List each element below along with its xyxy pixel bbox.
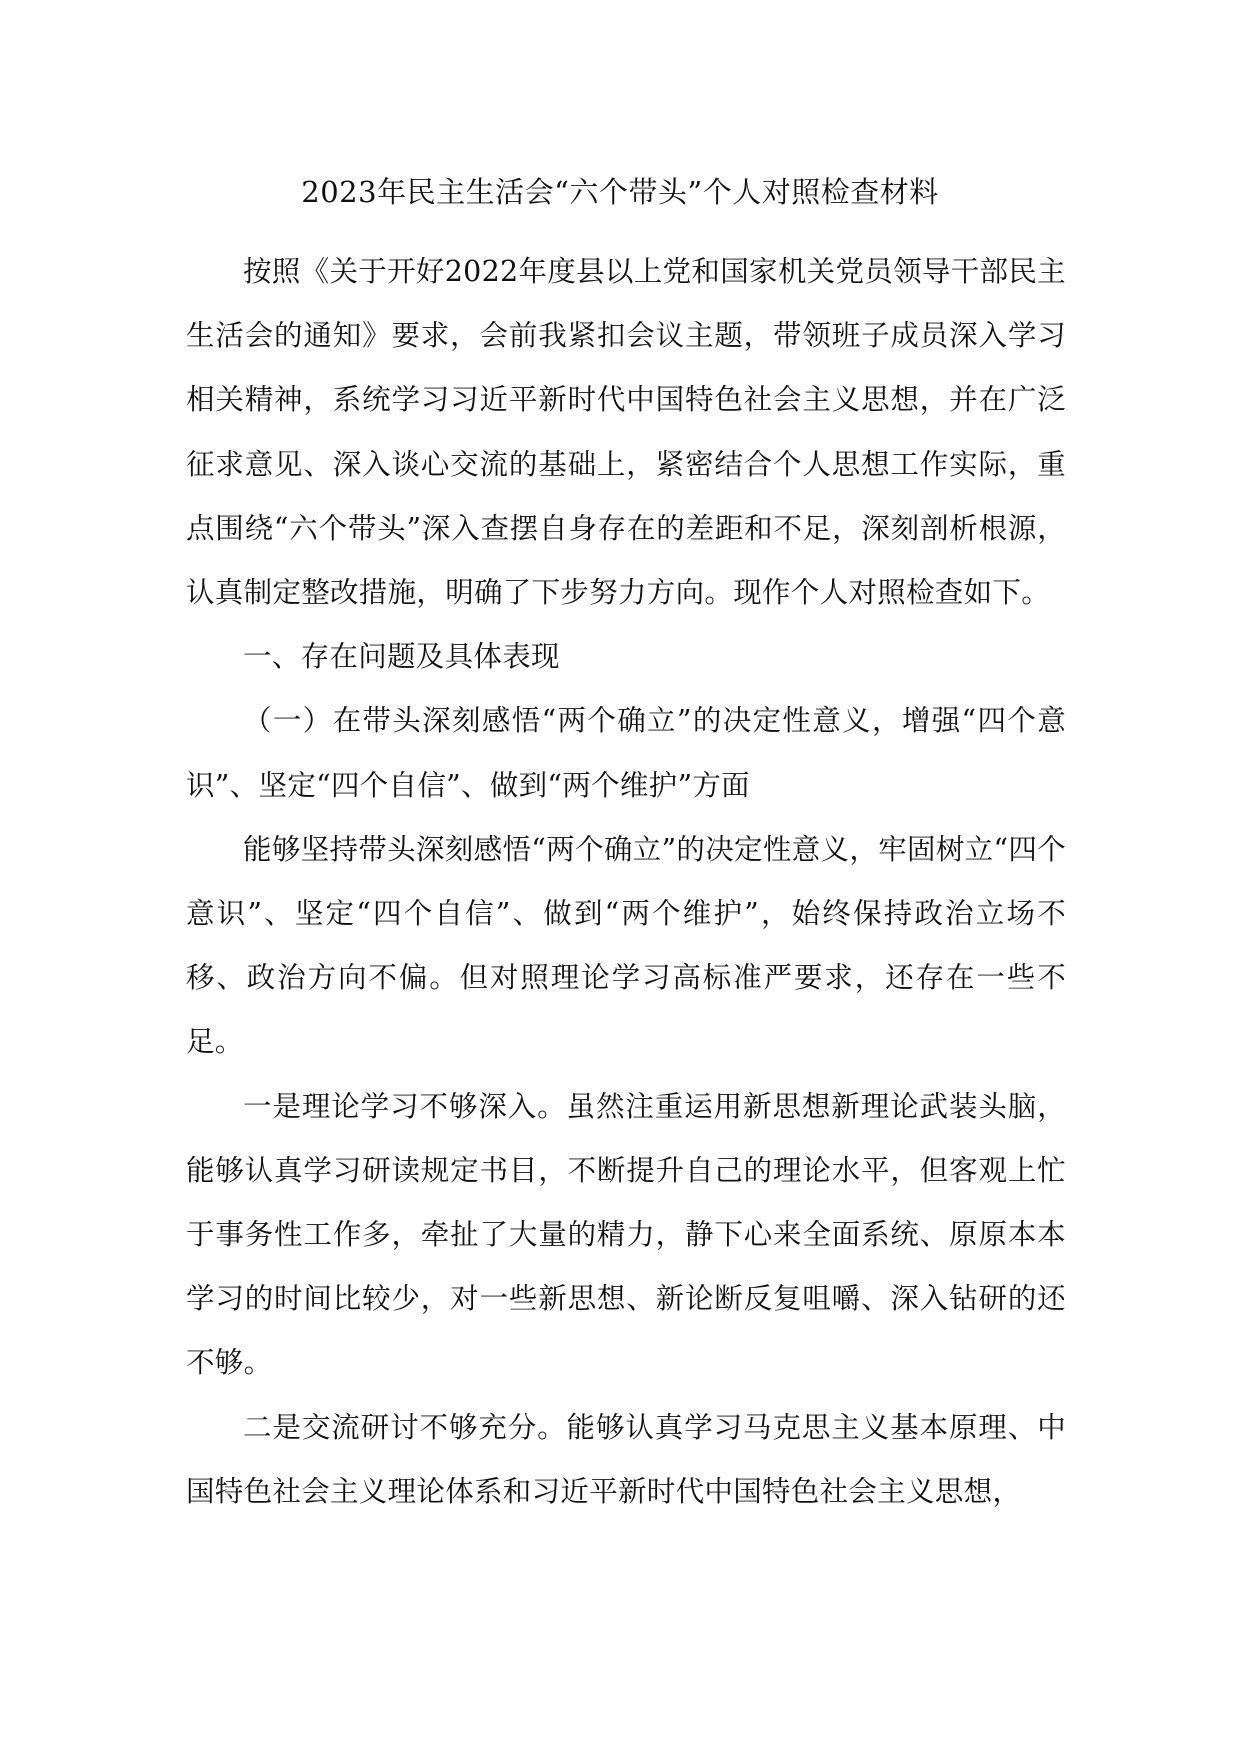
document-title: 2023年民主生活会“六个带头”个人对照检查材料 (301, 175, 939, 209)
document-body (186, 240, 1066, 1524)
body-paragraph: 二是交流研讨不够充分。能够认真学习马克思主义基本原理、中国特色社会主义理论体系和习近平新时代中国特色社会主义思想， (186, 1410, 1066, 1508)
intro-paragraph: 按照《关于开好2022年度县以上党和国家机关党员领导干部民主生活会的通知》要求，会前我紧扣会议主题，带领班子成员深入学习相关精神，系统学习习近平新时代中国特色社会主义思想，并在广泛征求意见、深入谈心交流的基础上，紧密结合个人思想工作实际，重点围绕“六个带头”深入查摆自身存在的差距和不足，深刻剖析根源，认真制定整改措施，明确了下步努力方向。现作个人对照检查如下。 (186, 255, 1066, 610)
body-paragraph: 能够坚持带头深刻感悟“两个确立”的决定性意义，牢固树立“四个意识”、坚定“四个自信”、做到“两个维护”，始终保持政治立场不移、政治方向不偏。但对照理论学习高标准严要求，还存在一些不足。 (186, 832, 1066, 1059)
subsection-heading: （一）在带头深刻感悟“两个确立”的决定性意义，增强“四个意识”、坚定“四个自信”、做到“两个维护”方面 (186, 704, 1066, 802)
section-heading: 一、存在问题及具体表现 (243, 640, 560, 674)
body-paragraph: 一是理论学习不够深入。虽然注重运用新思想新理论武装头脑，能够认真学习研读规定书目，不断提升自己的理论水平，但客观上忙于事务性工作多，牵扯了大量的精力，静下心来全面系统、原原本本学习的时间比较少，对一些新思想、新论断反复咀嚼、深入钻研的还不够。 (186, 1089, 1066, 1380)
